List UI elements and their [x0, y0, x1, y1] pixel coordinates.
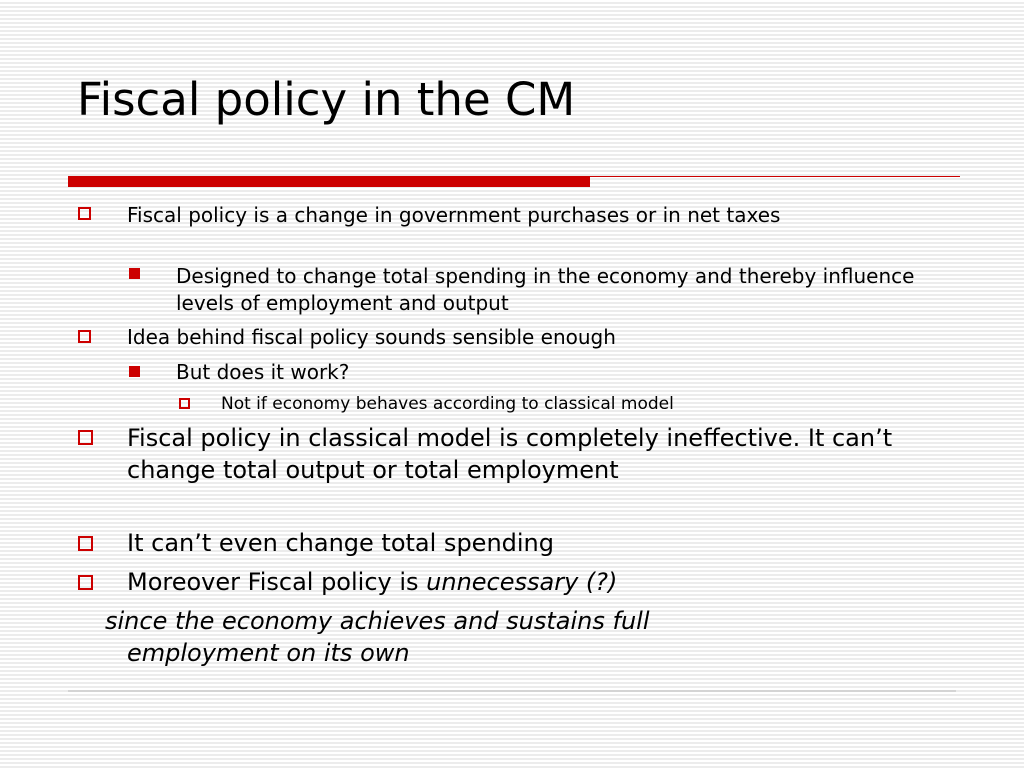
hollow-square-bullet-icon — [78, 430, 93, 445]
bullet-text-emphasis: unnecessary (?) — [426, 568, 618, 596]
title-underline-thick — [68, 176, 590, 187]
bullet-text-prefix: Moreover Fiscal policy is — [127, 568, 427, 596]
bullet-text: Idea behind fiscal policy sounds sensible enough — [127, 325, 616, 349]
bullet-item — [176, 359, 916, 386]
hollow-square-bullet-icon — [78, 207, 91, 220]
continuation-line-2: employment on its own — [127, 639, 410, 667]
bullet-item — [127, 202, 917, 229]
bullet-text: Fiscal policy is a change in government purchases or in net taxes — [127, 203, 781, 227]
title-underline-thin — [590, 176, 960, 177]
solid-square-bullet-icon — [129, 268, 140, 279]
continuation-text — [105, 605, 885, 669]
slide-title: Fiscal policy in the CM — [77, 73, 576, 126]
bullet-text — [127, 566, 917, 598]
solid-square-bullet-icon — [129, 366, 140, 377]
hollow-square-bullet-icon — [78, 330, 91, 343]
hollow-square-bullet-icon — [78, 536, 93, 551]
footer-divider — [68, 690, 956, 692]
bullet-item — [127, 324, 917, 351]
bullet-item — [221, 393, 921, 415]
bullet-text: Not if economy behaves according to classical model — [221, 394, 674, 414]
continuation-line-1: since the economy achieves and sustains full — [105, 607, 650, 635]
bullet-text: Designed to change total spending in the economy and thereby influence levels of employment and output — [176, 264, 915, 315]
bullet-text: But does it work? — [176, 360, 350, 384]
hollow-square-bullet-icon — [78, 575, 93, 590]
bullet-text: It can’t even change total spending — [127, 529, 554, 557]
bullet-text: Fiscal policy in classical model is completely ineffective. It can’t change total output or total employment — [127, 424, 893, 484]
hollow-square-bullet-icon — [179, 398, 190, 409]
bullet-item — [127, 566, 917, 598]
bullet-item — [127, 527, 917, 559]
bullet-item — [176, 263, 916, 317]
bullet-item — [127, 422, 917, 486]
